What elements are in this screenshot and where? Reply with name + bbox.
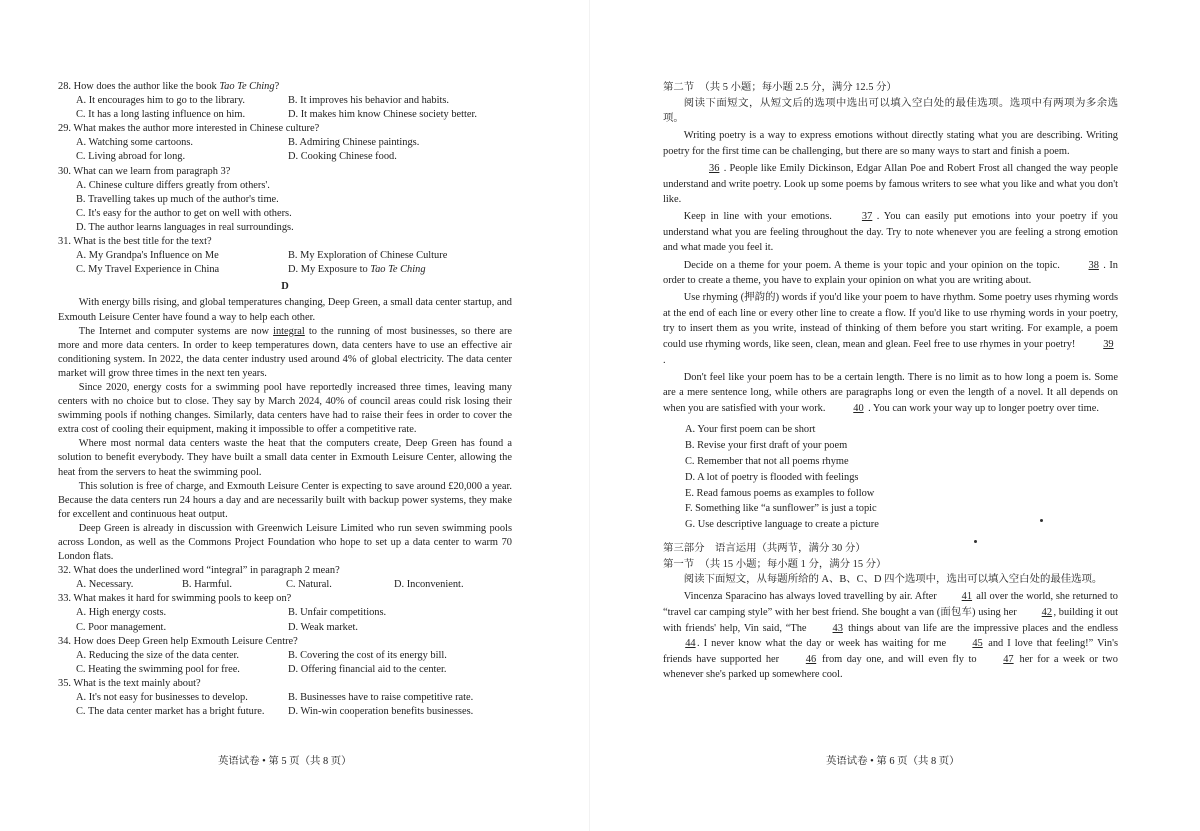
q28-option-b: B. It improves his behavior and habits. xyxy=(288,95,450,107)
underlined-word: integral xyxy=(273,325,305,337)
q31-options xyxy=(58,249,512,277)
option-e: E. Read famous poems as examples to follow xyxy=(685,487,875,499)
q30-stem: 30. What can we learn from paragraph 3? xyxy=(58,165,231,177)
q33-option-b: B. Unfair competitions. xyxy=(288,607,387,619)
cloze-passage: Vincenza Sparacino has always loved travelling by air. After 41 all over the world, she returned to “travel car camping style” with her best friend. She bought a van (面包车) using her 42, building it out with friends' help, Vin said, “The 43 things about van life are the impressive places and the endless 44. I never know what the day or week has waiting for me 45 and I love that feeling!” Vin's friends have supported her 46 from day one, and will even fly to 47 her for a week or two whenever she's parked up somewhere cool. xyxy=(663,591,1119,681)
passage-d-p6: Deep Green is already in discussion with Greenwich Leisure Limited who run seven swimming pools across London, as well as the Commons Project Foundation who hope to set up a data center to warm 70 London flats. xyxy=(58,522,512,563)
section2-heading: 第二节 （共 5 小题；每小题 2.5 分，满分 12.5 分） xyxy=(663,82,897,93)
q32-options xyxy=(58,578,512,592)
blank-37: 37 xyxy=(861,211,873,223)
q32-option-a: A. Necessary. xyxy=(76,579,134,591)
q30-option-c: C. It's easy for the author to get on well with others. xyxy=(76,207,292,219)
blank-46: 46 xyxy=(805,653,817,665)
blank-36: 36 xyxy=(709,162,720,174)
q35-stem: 35. What is the text mainly about? xyxy=(58,677,201,689)
q30-option-a: A. Chinese culture differs greatly from others'. xyxy=(76,179,270,191)
q33-option-c: C. Poor management. xyxy=(76,621,167,633)
passage-d-p5: This solution is free of charge, and Exmouth Leisure Center is expecting to save around £20,000 a year. Because the data centers run 24 hours a day and are necessarily built with backup power systems, they make for excellent and continuous heat output. xyxy=(58,480,512,520)
q34-option-a: A. Reducing the size of the data center. xyxy=(76,649,240,661)
poetry-p1: Writing poetry is a way to express emotions without directly stating what you are describing. Writing poetry for the first time can be challenging, but there are so many ways to start and finish a poem. xyxy=(663,130,1118,157)
q28-option-c: C. It has a long lasting influence on him. xyxy=(76,109,246,121)
q32-stem: 32. What does the underlined word “integral” in paragraph 2 mean? xyxy=(58,565,340,577)
q34-option-c: C. Heating the swimming pool for free. xyxy=(76,663,240,675)
poetry-p3: Keep in line with your emotions. 37 . You can easily put emotions into your poetry if you understand what you are feeling throughout the day. Try to note whenever you are feeling a strong emotion and what made you feel it. xyxy=(663,211,1118,254)
page-fold xyxy=(589,0,590,831)
q35-options xyxy=(58,691,512,719)
q30-option-d: D. The author learns languages in real surroundings. xyxy=(76,221,294,233)
q35-option-d: D. Win-win cooperation benefits businesses. xyxy=(288,706,474,718)
passage-d-p1: With energy bills rising, and global temperatures changing, Deep Green, a small data center startup, and Exmouth Leisure Center have found a way to help each other. xyxy=(58,297,512,323)
poetry-p5: Use rhyming (押韵的) words if you'd like your poem to have rhythm. Some poetry uses rhyming words at the end of each line or every other line to create a flow. If you'd like to use rhyming words in your poetry, try to insert them as you write, instead of thinking of them before you start writing. For example, a poem could use rhyming words, like seen, clean, mean and glean. Feel free to use rhymes in your poetry! 39. xyxy=(663,292,1118,366)
left-page xyxy=(58,80,512,719)
q33-option-a: A. High energy costs. xyxy=(76,607,167,619)
q31-stem: 31. What is the best title for the text? xyxy=(58,236,212,248)
ink-speck xyxy=(1040,519,1043,522)
blank-40: 40 xyxy=(853,402,864,414)
section2-instructions: 阅读下面短文，从短文后的选项中选出可以填入空白处的最佳选项。选项中有两项为多余选项。 xyxy=(663,97,1118,125)
q28-option-d: D. It makes him know Chinese society better. xyxy=(288,109,478,121)
q35-option-b: B. Businesses have to raise competitive rate. xyxy=(288,692,474,704)
q34-stem: 34. How does Deep Green help Exmouth Leisure Centre? xyxy=(58,635,298,647)
q34-option-b: B. Covering the cost of its energy bill. xyxy=(288,649,447,661)
passage-d-p4: Where most normal data centers waste the heat that the computers create, Deep Green has found a solution to benefit everybody. They have built a small data center in Exmouth Leisure Center, allowing the heat from the servers to heat the swimming pool. xyxy=(58,438,512,478)
right-page xyxy=(663,80,1118,684)
q34-option-d: D. Offering financial aid to the center. xyxy=(288,663,447,675)
option-c: C. Remember that not all poems rhyme xyxy=(685,456,849,468)
q35-option-a: A. It's not easy for businesses to develop. xyxy=(76,692,248,704)
option-a: A. Your first poem can be short xyxy=(685,424,816,436)
passage-d-p2: The Internet and computer systems are now integral to the running of most businesses, so there are more and more data centers. In order to keep temperatures down, data centers have to use an effective air conditioning system. In 2022, the data center industry used around 4% of global electricity. The data center market will grow three times in the next ten years. xyxy=(58,325,513,379)
blank-42: 42 xyxy=(1041,606,1053,618)
q31-option-c: C. My Travel Experience in China xyxy=(76,264,220,276)
left-page-footer: 英语试卷 • 第 5 页（共 8 页） xyxy=(218,756,352,767)
part3-heading: 第三部分 语言运用（共两节，满分 30 分） xyxy=(663,543,866,555)
answer-options xyxy=(663,422,1118,533)
poetry-p6: Don't feel like your poem has to be a certain length. There is no limit as to how long a poem is. Some are a mere sentence long, while others are paragraphs long or even the length of a novel. It all depends on when you are satisfied with your work. 40 . You can work your way up to longer poetry over time. xyxy=(663,370,1118,417)
q34-options xyxy=(58,649,512,677)
blank-41: 41 xyxy=(961,591,973,603)
q33-options xyxy=(58,606,512,634)
section1-instructions: 阅读下面短文，从每题所给的 A、B、C、D 四个选项中，选出可以填入空白处的最佳选项。 xyxy=(683,574,1103,586)
q31-option-b: B. My Exploration of Chinese Culture xyxy=(288,250,448,262)
section1-heading: 第一节 （共 15 小题；每小题 1 分，满分 15 分） xyxy=(663,558,887,570)
q29-stem: 29. What makes the author more interested in Chinese culture? xyxy=(58,123,320,135)
option-f: F. Something like “a sunflower” is just a topic xyxy=(685,503,877,515)
q35-option-c: C. The data center market has a bright future. xyxy=(76,706,265,718)
q29-option-b: B. Admiring Chinese paintings. xyxy=(288,137,420,149)
q29-options xyxy=(58,136,512,164)
q28-options xyxy=(58,94,512,122)
passage-d-p3: Since 2020, energy costs for a swimming pool have reportedly increased three times, leaving many centers with no choice but to close. They say by March 2024, 40% of council areas could risk losing their swimming pools if nothing changes. Similarly, data centers have had to raise their fees in order to cover the extra cost of cooling their equipment, making it impossible to offer a competitive rate. xyxy=(58,381,512,436)
q28-stem: 28. How does the author like the book Tao Te Ching? xyxy=(58,81,280,92)
q29-option-c: C. Living abroad for long. xyxy=(76,151,186,163)
q31-option-a: A. My Grandpa's Influence on Me xyxy=(76,250,219,262)
q31-option-d: D. My Exposure to Tao Te Ching xyxy=(288,264,426,276)
q30-option-b: B. Travelling takes up much of the author's time. xyxy=(76,193,279,205)
q29-option-a: A. Watching some cartoons. xyxy=(76,137,193,149)
option-d: D. A lot of poetry is flooded with feelings xyxy=(685,471,859,483)
q32-option-b: B. Harmful. xyxy=(182,579,232,591)
ink-speck xyxy=(974,540,977,543)
blank-44: 44 xyxy=(685,638,696,650)
q29-option-d: D. Cooking Chinese food. xyxy=(288,151,397,163)
q32-option-d: D. Inconvenient. xyxy=(394,579,464,591)
poetry-p4: Decide on a theme for your poem. A theme is your topic and your opinion on the topic. 38 . In order to create a theme, you have to explain your opinion on what you are writing about. xyxy=(663,259,1118,287)
q33-stem: 33. What makes it hard for swimming pools to keep on? xyxy=(58,593,292,605)
right-page-footer: 英语试卷 • 第 6 页（共 8 页） xyxy=(826,756,960,767)
blank-45: 45 xyxy=(972,638,983,650)
option-g: G. Use descriptive language to create a picture xyxy=(685,519,879,531)
blank-39: 39 xyxy=(1103,339,1114,350)
section-letter: D xyxy=(281,281,289,293)
blank-38: 38 xyxy=(1088,259,1099,271)
q32-option-c: C. Natural. xyxy=(286,579,332,591)
blank-47: 47 xyxy=(1003,653,1014,665)
q33-option-d: D. Weak market. xyxy=(288,621,358,633)
q28-option-a: A. It encourages him to go to the library. xyxy=(76,95,245,107)
option-b: B. Revise your first draft of your poem xyxy=(685,440,848,452)
blank-43: 43 xyxy=(832,622,843,634)
poetry-p2: 36 . People like Emily Dickinson, Edgar Allan Poe and Robert Frost all changed the way people understand and write poetry. Look up some poems by famous writers to see what you like and what you don't like. xyxy=(663,162,1118,206)
